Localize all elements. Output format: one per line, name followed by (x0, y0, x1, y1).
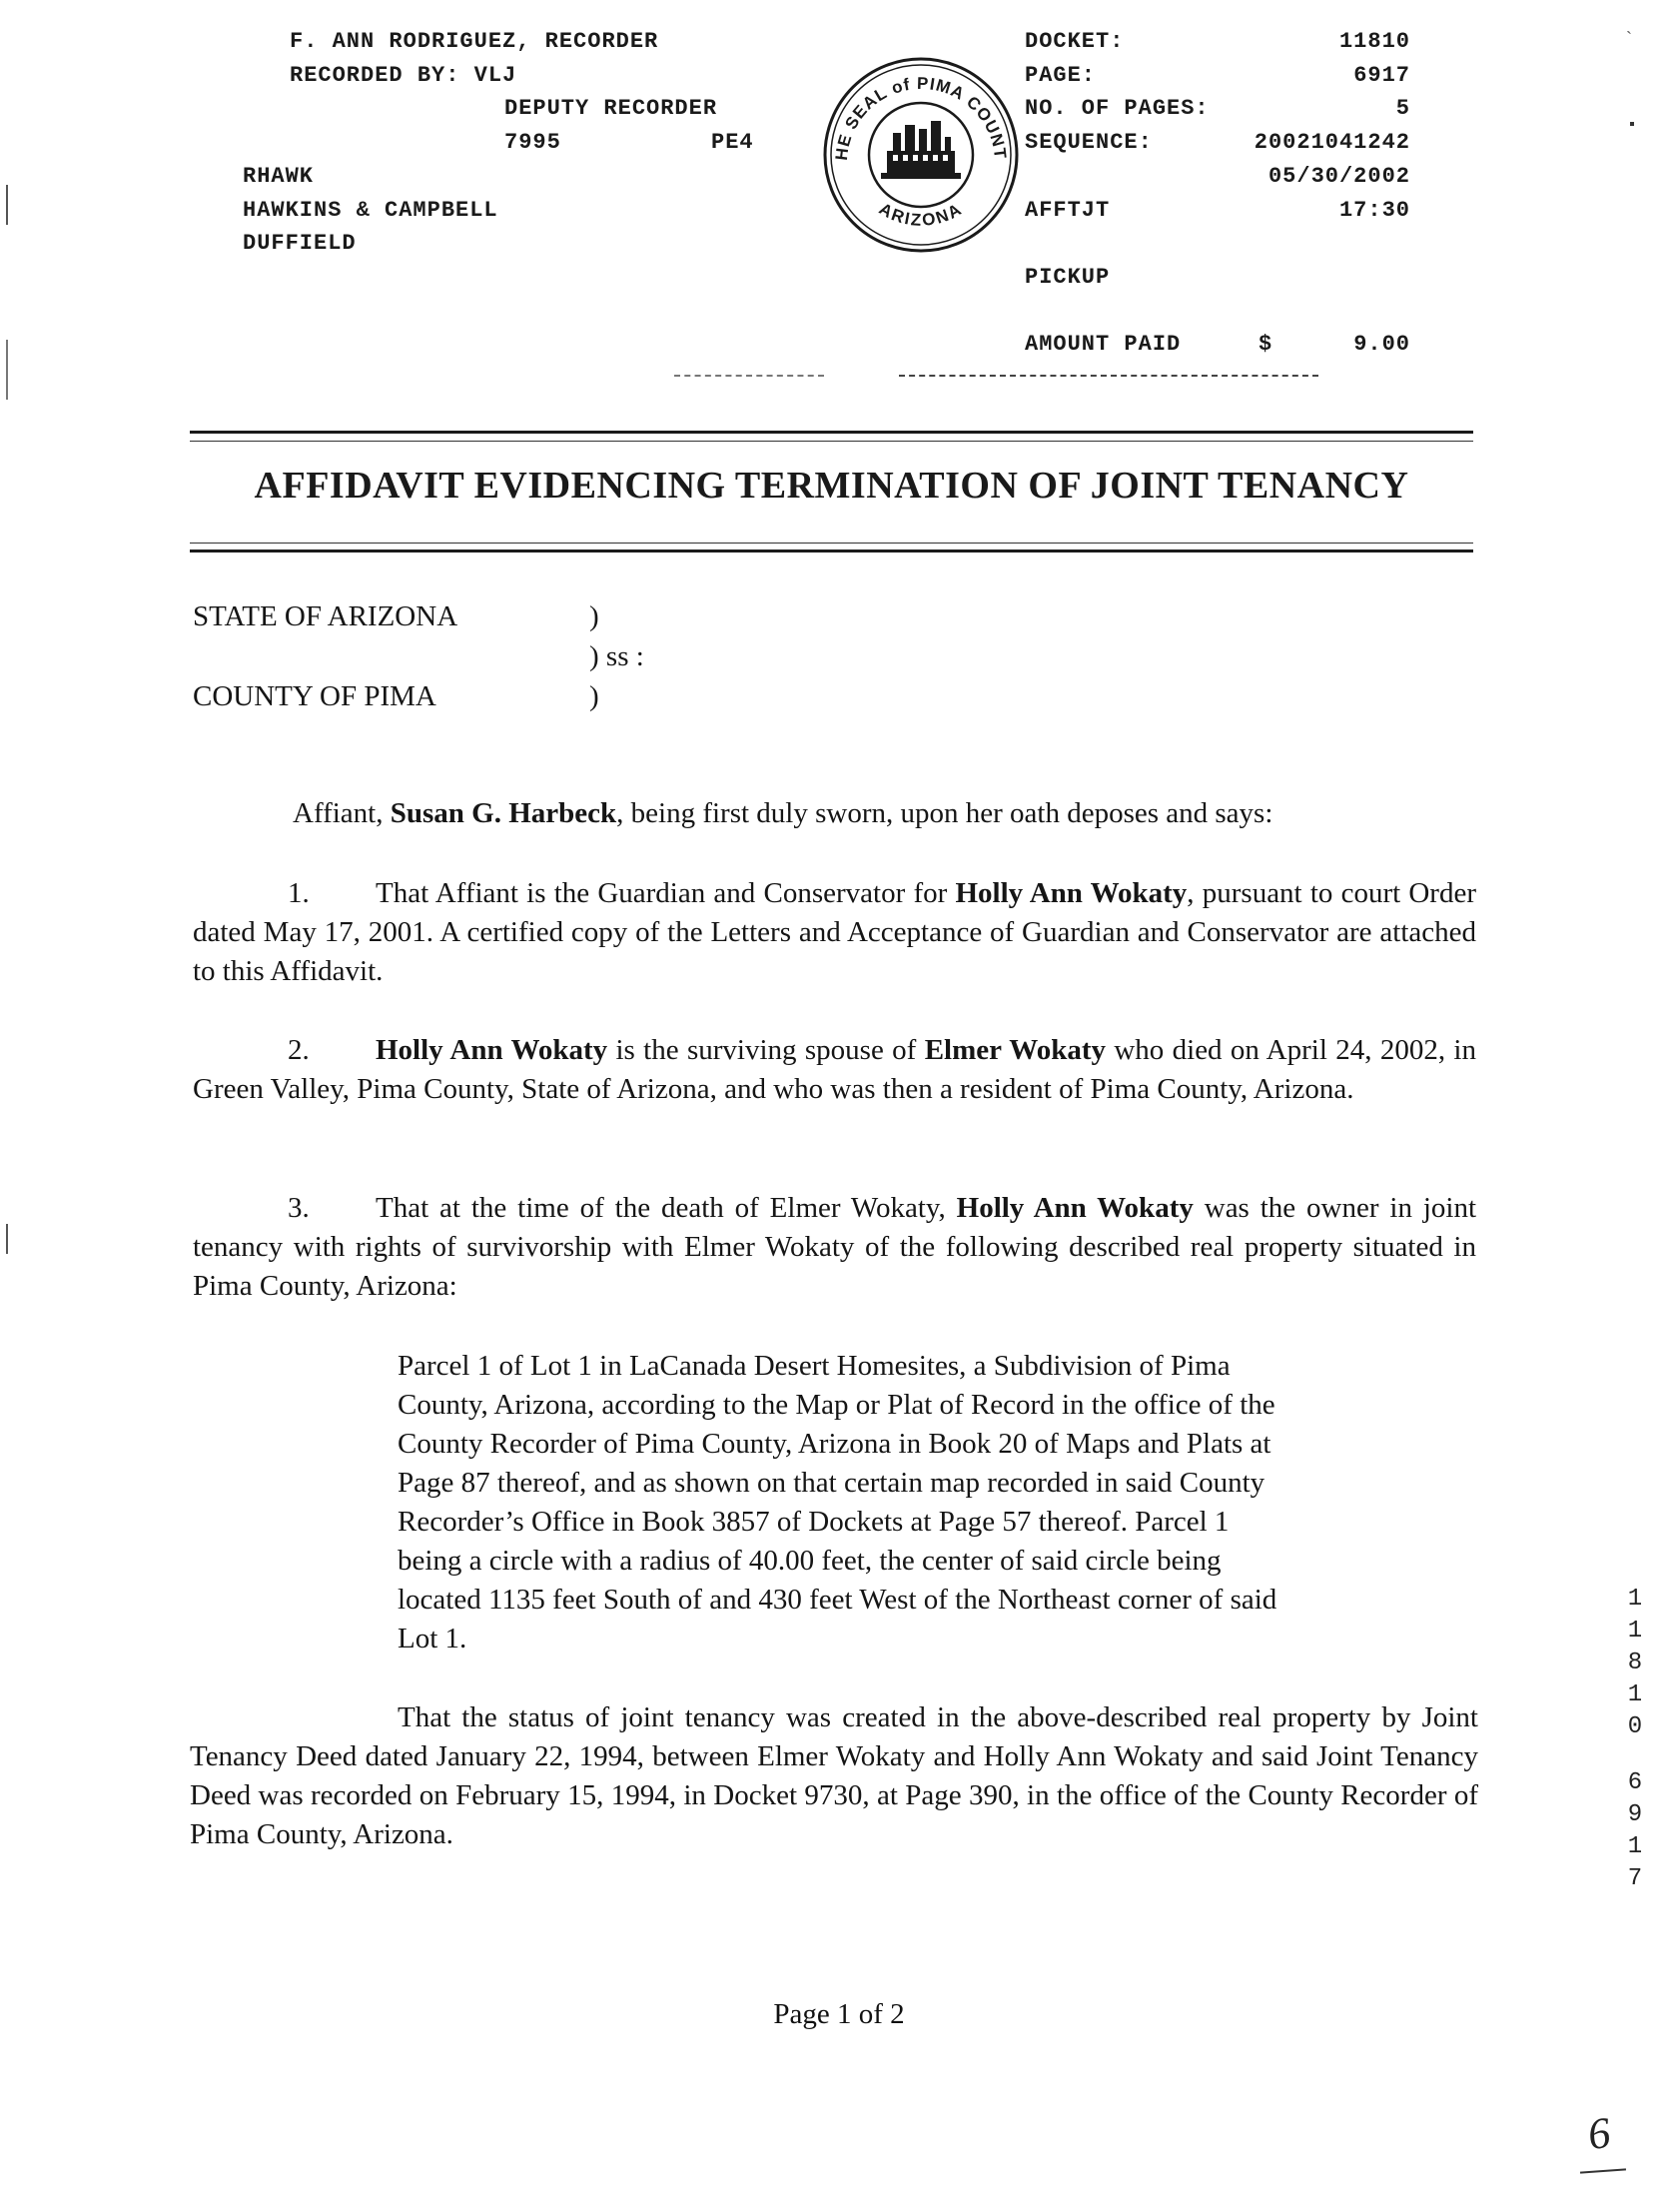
paragraph-text: is the surviving spouse of (607, 1034, 925, 1066)
surviving-spouse-name: Holly Ann Wokaty (376, 1034, 608, 1066)
title-rule-top (190, 431, 1473, 434)
decedent-name: Elmer Wokaty (924, 1034, 1106, 1066)
paragraph-number: 2. (288, 1034, 310, 1066)
county-seal (821, 55, 1021, 255)
ward-name: Holly Ann Wokaty (955, 877, 1188, 909)
legal-description: Parcel 1 of Lot 1 in LaCanada Desert Homesites, a Subdivision of Pima County, Arizona, according to the Map or Plat of Record in the office of the County Recorder of Pima County, Arizona in Book 20 of Maps and Plats at Page 87 thereof, and as shown on that certain map recorded in said County Recorder’s Office in Book 3857 of Dockets at Page 57 thereof. Parcel 1 being a circle with a radius of 40.00 feet, the center of said circle being located 1135 feet South of and 430 feet West of the Northeast corner of said Lot 1. (398, 1350, 1277, 1655)
seal-text-top: HE SEAL of PIMA COUNT (831, 73, 1011, 162)
venue-paren-1: ) (589, 600, 599, 632)
deputy-recorder: DEPUTY RECORDER (504, 96, 718, 121)
pickup-label: PICKUP (1025, 265, 1111, 290)
seal-graphic (821, 55, 1021, 255)
recording-time: 17:30 (1338, 198, 1410, 223)
scan-edge-mark (6, 185, 8, 225)
margin-stamp-char: 1 (1627, 1618, 1643, 1645)
margin-stamp-char: 6 (1627, 1769, 1643, 1796)
document-title: AFFIDAVIT EVIDENCING TERMINATION OF JOINT TENANCY (254, 465, 1409, 507)
docket-label: DOCKET: (1025, 29, 1125, 54)
affiant-name: Susan G. Harbeck (390, 797, 617, 829)
venue-county: COUNTY OF PIMA (193, 680, 436, 712)
paragraph-text: That at the time of the death of Elmer Wokaty, (376, 1192, 957, 1224)
handwritten-underline (1580, 2168, 1626, 2173)
docket-margin-stamp (1622, 1584, 1648, 1895)
scan-mark: ` (1626, 28, 1632, 48)
scan-edge-mark (6, 1224, 8, 1254)
svg-text:THE SEAL of PIMA COUNTY (821, 55, 1010, 161)
margin-stamp-char: 1 (1627, 1586, 1643, 1613)
num-pages-label: NO. OF PAGES: (1025, 96, 1210, 121)
intro-text-post: , being first duly sworn, upon her oath deposes and says: (616, 797, 1273, 829)
paragraph-number: 1. (288, 877, 310, 909)
paragraph-joint-tenancy-status: That the status of joint tenancy was created in the above-described real property by Joint Tenancy Deed dated January 22, 1994, between Elmer Wokaty and Holly Ann Wokaty and said Joint Tenancy Deed was recorded on February 15, 1994, in Docket 9730, at Page 390, in the office of the County Recorder of Pima County, Arizona. (190, 1701, 1478, 1850)
sequence-value: 20021041242 (1254, 130, 1410, 155)
svg-text:ARIZONA (876, 199, 966, 230)
scan-edge-mark (6, 340, 8, 400)
scan-dash-line (899, 375, 1318, 377)
page-value: 6917 (1353, 63, 1410, 88)
sequence-label: SEQUENCE: (1025, 130, 1153, 155)
amount-paid-value: 9.00 (1353, 332, 1410, 357)
handwritten-page-mark: 6 (1584, 2107, 1614, 2160)
recorder-name: F. ANN RODRIGUEZ, RECORDER (290, 29, 659, 54)
law-firm: HAWKINS & CAMPBELL (243, 198, 498, 223)
title-rule-bottom (190, 550, 1473, 553)
margin-stamp-char: 9 (1627, 1801, 1643, 1828)
margin-stamp-char: 7 (1627, 1865, 1643, 1892)
margin-stamp-char: 1 (1627, 1833, 1643, 1860)
attorney-name: DUFFIELD (243, 231, 357, 256)
page-label: PAGE: (1025, 63, 1097, 88)
submitter-code: RHAWK (243, 164, 315, 189)
amount-currency: $ (1258, 332, 1273, 357)
paragraph-text: was the owner in joint tenancy with rights of survivorship with Elmer Wokaty of the following described real property situated in Pima County, Arizona: (193, 1192, 1477, 1302)
margin-stamp-char: 0 (1627, 1713, 1643, 1740)
page-number-footer: Page 1 of 2 (773, 1998, 905, 2030)
paragraph-number: 3. (288, 1192, 310, 1224)
recording-date: 05/30/2002 (1267, 164, 1410, 189)
paragraph-3 (193, 1189, 1476, 1306)
recorder-code: 7995 (504, 130, 561, 155)
paragraph-text: That Affiant is the Guardian and Conservator for (376, 877, 956, 909)
scan-dot (1630, 122, 1634, 126)
margin-stamp-char: 8 (1627, 1650, 1643, 1676)
affiant-intro (293, 794, 1476, 833)
intro-text-pre: Affiant, (293, 797, 391, 829)
document-type: AFFTJT (1025, 198, 1111, 223)
venue-paren-ss: ) ss : (589, 640, 644, 672)
venue-state: STATE OF ARIZONA (193, 600, 458, 632)
margin-stamp-char: 1 (1627, 1681, 1643, 1708)
paragraph-text: who died on April 24, 2002, in Green Valley, Pima County, State of Arizona, and who was then a resident of Pima County, Arizona. (193, 1034, 1476, 1105)
docket-value: 11810 (1338, 29, 1410, 54)
owner-name: Holly Ann Wokaty (956, 1192, 1194, 1224)
seal-text-bottom: ARIZONA (875, 199, 967, 231)
title-rule-top-inner (190, 441, 1473, 442)
num-pages-value: 5 (1395, 96, 1410, 121)
seal-emblem (881, 121, 961, 179)
title-rule-bottom-inner (190, 543, 1473, 544)
venue-paren-3: ) (589, 680, 599, 712)
paragraph-2 (193, 1031, 1476, 1109)
recorder-station: PE4 (711, 130, 754, 155)
recorded-by: RECORDED BY: VLJ (290, 63, 517, 88)
scan-dash-line-left (674, 375, 824, 377)
paragraph-1 (193, 874, 1476, 991)
paragraph-text: , pursuant to court Order dated May 17, 2001. A certified copy of the Letters and Acceptance of Guardian and Conservator are attached to this Affidavit. (193, 877, 1476, 987)
amount-paid-label: AMOUNT PAID (1025, 332, 1182, 357)
